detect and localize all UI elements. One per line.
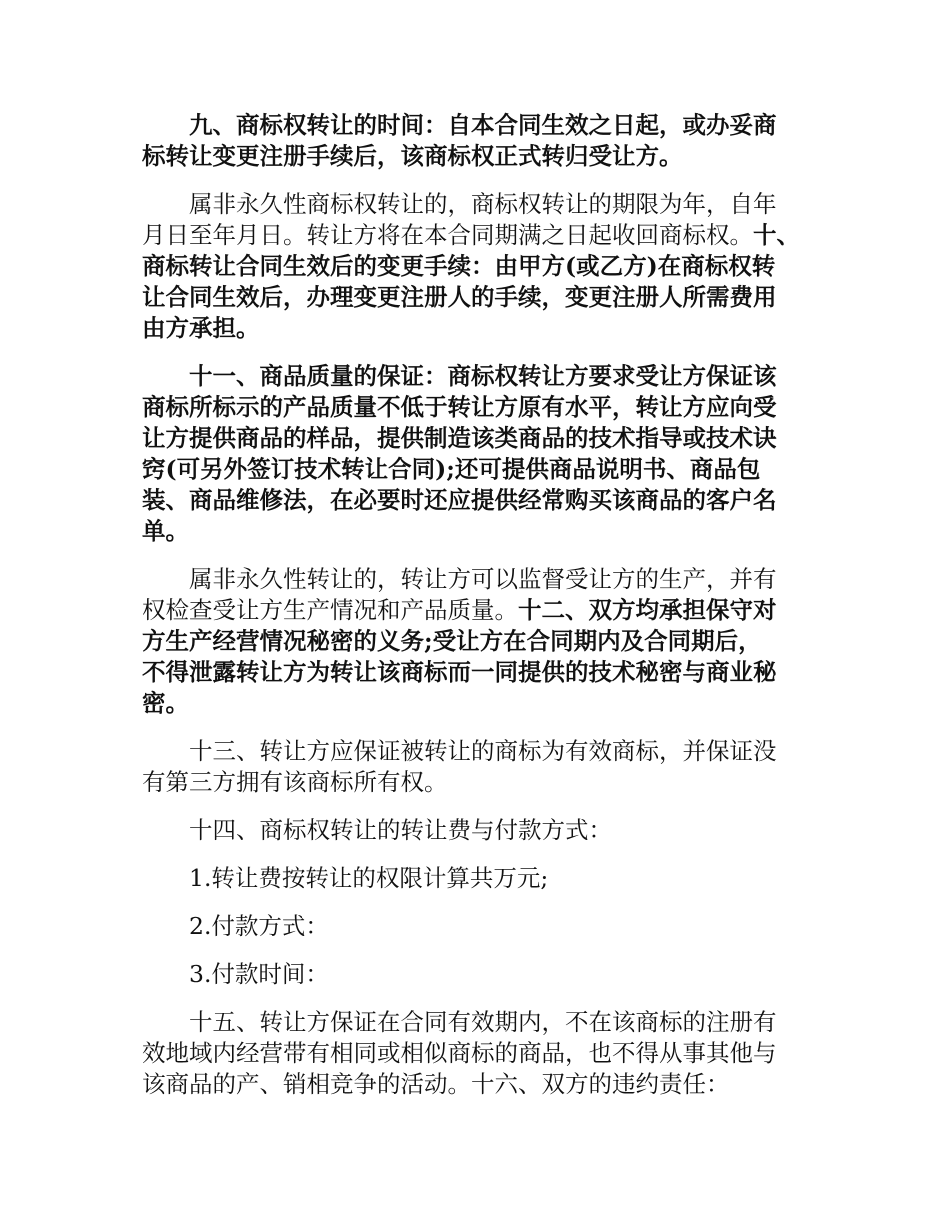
text-line: [142, 657, 810, 688]
text-line: [142, 110, 810, 141]
paragraph-p11: [142, 361, 810, 547]
text-run: 十四、商标权转让的转让费与付款方式：: [189, 816, 612, 844]
text-line: [142, 282, 810, 313]
text-run: 十三、转让方应保证被转让的商标为有效商标，并保证没: [189, 737, 777, 765]
text-line: [142, 361, 810, 392]
text-run: 装、商品维修法，在必要时还应提供经常购买该商品的客户名: [142, 486, 777, 514]
text-line: [142, 1038, 810, 1069]
text-line: [142, 516, 810, 547]
paragraph-p14: [142, 815, 810, 846]
paragraph-p9b: [142, 189, 810, 344]
text-run: 商标转让合同生效后的变更手续：由甲方(或乙方)在商标权转: [142, 252, 776, 280]
text-line: [142, 1069, 810, 1100]
text-line: [142, 564, 810, 595]
text-line: [142, 392, 810, 423]
text-line: [142, 485, 810, 516]
text-run: 属非永久性转让的，转让方可以监督受让方的生产，并有: [189, 565, 777, 593]
text-line: [142, 423, 810, 454]
text-line: [142, 251, 810, 282]
text-run: 九、商标权转让的时间：自本合同生效之日起，或办妥商: [189, 111, 777, 139]
text-line: [142, 959, 810, 990]
text-run: 单。: [142, 517, 189, 545]
text-line: [142, 736, 810, 767]
paragraph-p14b: [142, 911, 810, 942]
text-line: [142, 220, 810, 251]
text-line: [142, 454, 810, 485]
document-page: [142, 110, 810, 1117]
text-run: 2.付款方式：: [189, 912, 329, 940]
text-line: [142, 688, 810, 719]
paragraph-p14c: [142, 959, 810, 990]
text-run: 商标所标示的产品质量不低于转让方原有水平，转让方应向受: [142, 393, 777, 421]
paragraph-p9: [142, 110, 810, 172]
text-line: [142, 595, 810, 626]
text-run: 让合同生效后，办理变更注册人的手续，变更注册人所需费用: [142, 283, 777, 311]
text-run: 有第三方拥有该商标所有权。: [142, 768, 448, 796]
text-run: 权检查受让方生产情况和产品质量。: [142, 596, 518, 624]
text-line: [142, 141, 810, 172]
text-run: 3.付款时间：: [189, 960, 329, 988]
paragraph-p11b: [142, 564, 810, 719]
text-run: 十五、转让方保证在合同有效期内，不在该商标的注册有: [189, 1008, 777, 1036]
paragraph-p15: [142, 1007, 810, 1100]
text-run: 标转让变更注册手续后，该商标权正式转归受让方。: [142, 142, 683, 170]
text-run: 密。: [142, 689, 189, 717]
text-run: 让方提供商品的样品，提供制造该类商品的技术指导或技术诀: [142, 424, 777, 452]
text-run: 月日至年月日。转让方将在本合同期满之日起收回商标权。: [142, 221, 753, 249]
text-line: [142, 815, 810, 846]
text-line: [142, 313, 810, 344]
text-run: 十、: [753, 221, 800, 249]
text-run: 十一、商品质量的保证：商标权转让方要求受让方保证该: [189, 362, 777, 390]
text-run: 不得泄露转让方为转让该商标而一同提供的技术秘密与商业秘: [142, 658, 777, 686]
text-run: 1.转让费按转让的权限计算共万元;: [189, 864, 549, 892]
text-line: [142, 863, 810, 894]
text-line: [142, 767, 810, 798]
text-run: 十二、双方均承担保守对: [518, 596, 777, 624]
text-line: [142, 189, 810, 220]
text-line: [142, 626, 810, 657]
text-run: 方生产经营情况秘密的义务;受让方在合同期内及合同期后，: [142, 627, 762, 655]
text-line: [142, 1007, 810, 1038]
text-run: 效地域内经营带有相同或相似商标的商品，也不得从事其他与: [142, 1039, 777, 1067]
text-run: 属非永久性商标权转让的，商标权转让的期限为年，自年: [189, 190, 777, 218]
text-run: 该商品的产、销相竞争的活动。十六、双方的违约责任：: [142, 1070, 730, 1098]
text-run: 由方承担。: [142, 314, 260, 342]
text-line: [142, 911, 810, 942]
text-run: 窍(可另外签订技术转让合同);还可提供商品说明书、商品包: [142, 455, 761, 483]
paragraph-p13: [142, 736, 810, 798]
paragraph-p14a: [142, 863, 810, 894]
